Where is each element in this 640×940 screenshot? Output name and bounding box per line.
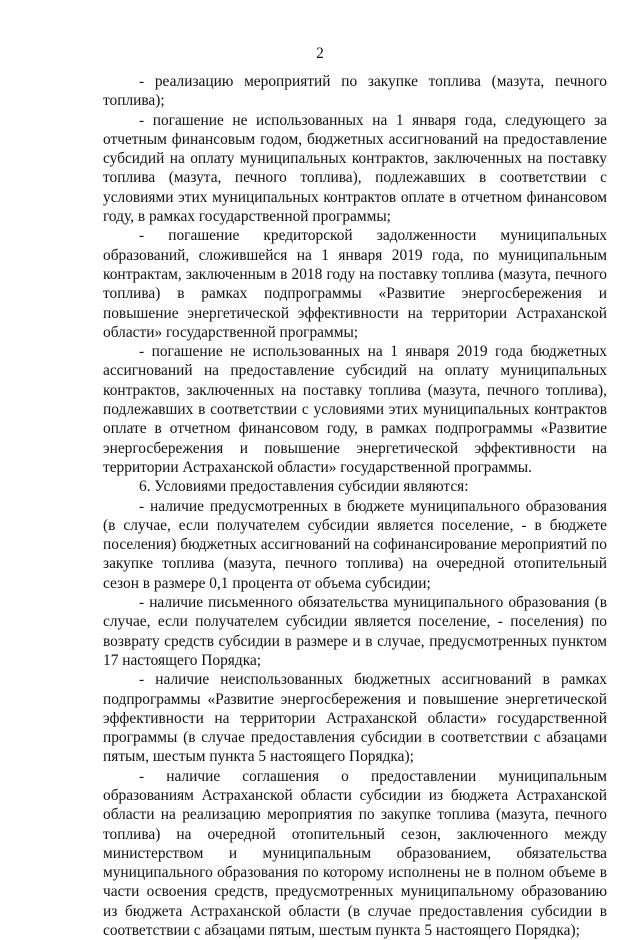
paragraph-subsidy-conditions-heading: 6. Условиями предоставления субсидии являются: (139, 478, 469, 496)
paragraph-unused-appropriations-repayment: - погашение не использованных на 1 января года, следующего за отчетным финансовым годом, бюджетных ассигнований на предоставление субсидий на оплату муниципальных контрактов, заключенных на поставку топлива (мазута, печного топлива), подлежавших в соответствии с условиями этих муниципальных контрактов оплате в отчетном финансовом году, в рамках государственной программы; (103, 111, 607, 226)
paragraph-condition-unused-appropriations: - наличие неиспользованных бюджетных ассигнований в рамках подпрограммы «Развитие энергосбережения и повышение энергетической эффективности на территории Астраханской области» государственной программы (в случае предоставления субсидии в соответствии с абзацами пятым, шестым пункта 5 настоящего Порядка); (103, 671, 607, 766)
paragraph-condition-agreement: - наличие соглашения о предоставлении муниципальным образованиям Астраханской области субсидии из бюджета Астраханской области на реализацию мероприятия по закупке топлива (мазута, печного топлива) на очередной отопительный сезон, заключенного между министерством и муниципальным образованием, обязательства муниципального образования по которому исполнены не в полном объеме в части освоения средств, предусмотренных муниципальному образованию из бюджета Астраханской области (в случае предоставления субсидии в соответствии с абзацами пятым, шестым пункта 5 настоящего Порядка); (103, 767, 607, 940)
paragraph-fuel-purchase: - реализацию мероприятий по закупке топлива (мазута, печного топлива); (103, 73, 607, 110)
paragraph-creditor-debt-repayment: - погашение кредиторской задолженности муниципальных образований, сложившейся на 1 января 2019 года, по муниципальным контрактам, заключенным в 2018 году на поставку топлива (мазута, печного топлива) в рамках подпрограммы «Развитие энергосбережения и повышение энергетической эффективности на территории Астраханской области» государственной программы; (103, 227, 607, 341)
paragraph-condition-written-obligation: - наличие письменного обязательства муниципального образования (в случае, если получателем субсидии является поселение, - поселения) по возврату средств субсидии в размере и в случае, предусмотренных пунктом 17 настоящего Порядка; (103, 594, 607, 669)
page-number: 2 (316, 45, 324, 62)
document-body (103, 72, 607, 940)
paragraph-condition-cofinancing: - наличие предусмотренных в бюджете муниципального образования (в случае, если получателем субсидии является поселение, - в бюджете поселения) бюджетных ассигнований на софинансирование мероприятий по закупке топлива (мазута, печного топлива) на очередной отопительный сезон в размере 0,1 процента от объема субсидии; (103, 497, 607, 592)
paragraph-unused-appropriations-2019: - погашение не использованных на 1 января 2019 года бюджетных ассигнований на предоставление субсидий на оплату муниципальных контрактов, заключенных на поставку топлива (мазута, печного топлива), подлежавших в соответствии с условиями этих муниципальных контрактов оплате в отчетном финансовом году, в рамках подпрограммы «Развитие энергосбережения и повышение энергетической эффективности на территории Астраханской области» государственной программы. (103, 343, 607, 476)
